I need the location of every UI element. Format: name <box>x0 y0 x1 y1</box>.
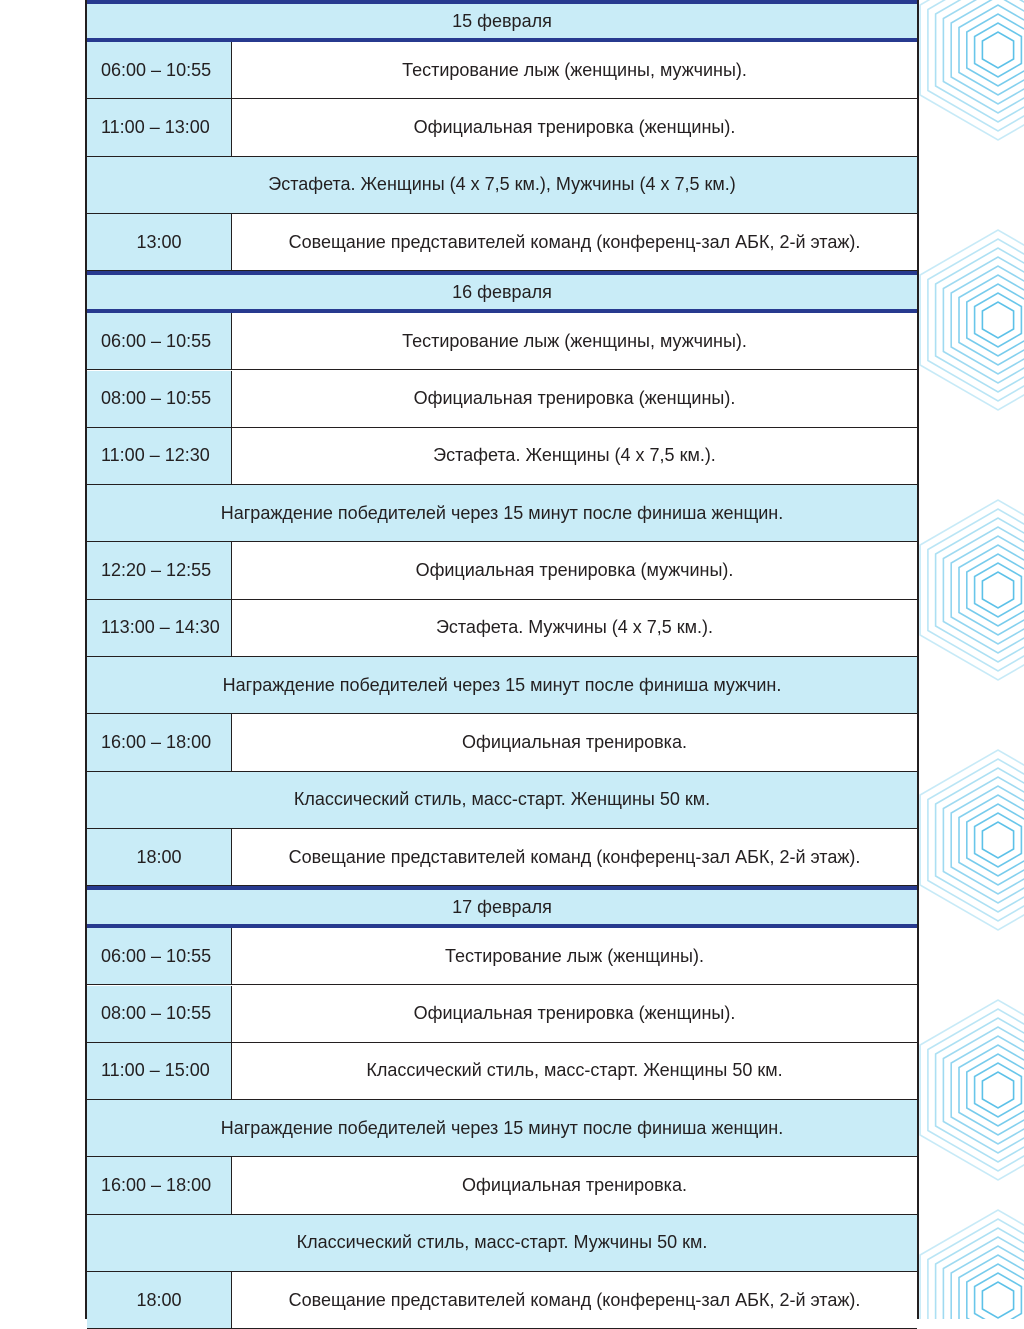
time-cell: 113:00 – 14:30 <box>87 600 232 656</box>
schedule-row <box>87 928 917 985</box>
hexagon-outline <box>936 1018 1024 1162</box>
hexagon-outline <box>982 32 1013 68</box>
event-cell: Эстафета. Женщины (4 х 7,5 км.). <box>232 428 917 484</box>
announcement-row: Награждение победителей через 15 минут после финиша мужчин. <box>87 657 917 714</box>
announcement-row: Эстафета. Женщины (4 х 7,5 км.), Мужчины (4 х 7,5 км.) <box>87 157 917 214</box>
hexagon-outline <box>982 572 1013 608</box>
schedule-row <box>87 99 917 156</box>
hexagon-outline <box>982 302 1013 338</box>
schedule-row <box>87 428 917 485</box>
time-cell: 08:00 – 10:55 <box>87 371 232 427</box>
time-cell: 08:00 – 10:55 <box>87 986 232 1042</box>
time-cell: 06:00 – 10:55 <box>87 42 232 98</box>
hexagon-outline <box>936 248 1024 392</box>
schedule-row <box>87 1043 917 1100</box>
hexagon-outline <box>936 768 1024 912</box>
schedule-row <box>87 829 917 886</box>
announcement-row: Награждение победителей через 15 минут после финиша женщин. <box>87 1100 917 1157</box>
date-header: 15 февраля <box>87 4 917 38</box>
schedule-row <box>87 542 917 599</box>
event-cell: Официальная тренировка. <box>232 1157 917 1213</box>
hexagon-outline <box>943 1027 1024 1153</box>
schedule-row <box>87 1272 917 1329</box>
event-cell: Совещание представителей команд (конференц-зал АБК, 2-й этаж). <box>232 214 917 270</box>
hexagon-outline <box>982 822 1013 858</box>
hexagon-pattern-decoration <box>918 0 1024 1319</box>
event-cell: Тестирование лыж (женщины, мужчины). <box>232 313 917 369</box>
event-cell: Официальная тренировка (женщины). <box>232 986 917 1042</box>
schedule-row <box>87 42 917 99</box>
schedule-row <box>87 714 917 771</box>
time-cell: 06:00 – 10:55 <box>87 313 232 369</box>
time-cell: 13:00 <box>87 214 232 270</box>
schedule-row <box>87 1157 917 1214</box>
schedule-row <box>87 313 917 370</box>
announcement-row: Классический стиль, масс-старт. Мужчины 50 км. <box>87 1215 917 1272</box>
event-cell: Тестирование лыж (женщины). <box>232 928 917 984</box>
hexagon-outline <box>982 1282 1013 1318</box>
hexagon-outline <box>943 1237 1024 1319</box>
event-cell: Совещание представителей команд (конференц-зал АБК, 2-й этаж). <box>232 829 917 885</box>
time-cell: 11:00 – 12:30 <box>87 428 232 484</box>
time-cell: 06:00 – 10:55 <box>87 928 232 984</box>
schedule-table <box>85 0 919 1319</box>
hexagon-outline <box>936 518 1024 662</box>
schedule-row <box>87 600 917 657</box>
announcement-row: Награждение победителей через 15 минут после финиша женщин. <box>87 485 917 542</box>
event-cell: Совещание представителей команд (конференц-зал АБК, 2-й этаж). <box>232 1272 917 1328</box>
date-header: 17 февраля <box>87 890 917 924</box>
time-cell: 11:00 – 15:00 <box>87 1043 232 1099</box>
time-cell: 16:00 – 18:00 <box>87 1157 232 1213</box>
event-cell: Официальная тренировка. <box>232 714 917 770</box>
event-cell: Официальная тренировка (женщины). <box>232 371 917 427</box>
schedule-row <box>87 986 917 1043</box>
schedule-row <box>87 371 917 428</box>
time-cell: 18:00 <box>87 1272 232 1328</box>
hexagon-outline <box>943 257 1024 383</box>
time-cell: 11:00 – 13:00 <box>87 99 232 155</box>
announcement-row: Классический стиль, масс-старт. Женщины 50 км. <box>87 772 917 829</box>
hexagon-outline <box>928 0 1024 131</box>
time-cell: 16:00 – 18:00 <box>87 714 232 770</box>
date-header: 16 февраля <box>87 275 917 309</box>
event-cell: Официальная тренировка (мужчины). <box>232 542 917 598</box>
time-cell: 18:00 <box>87 829 232 885</box>
hexagon-outline <box>982 1072 1013 1108</box>
time-cell: 12:20 – 12:55 <box>87 542 232 598</box>
hexagon-outline <box>943 527 1024 653</box>
event-cell: Эстафета. Мужчины (4 х 7,5 км.). <box>232 600 917 656</box>
hexagon-outline <box>936 1228 1024 1319</box>
event-cell: Официальная тренировка (женщины). <box>232 99 917 155</box>
hexagon-outline <box>943 777 1024 903</box>
schedule-row <box>87 214 917 271</box>
event-cell: Классический стиль, масс-старт. Женщины 50 км. <box>232 1043 917 1099</box>
event-cell: Тестирование лыж (женщины, мужчины). <box>232 42 917 98</box>
